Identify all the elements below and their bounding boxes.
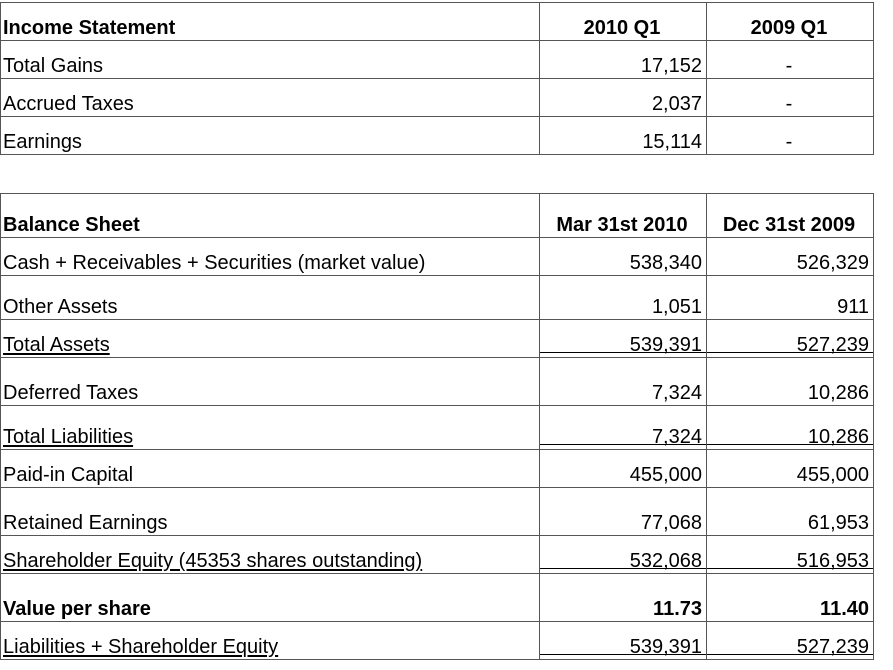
shareholder-equity-label: Shareholder Equity (45353 shares outstanding) — [3, 550, 423, 572]
row-value-2009q1: - — [707, 117, 874, 155]
income-statement-table — [0, 2, 874, 155]
income-statement-title: Income Statement — [1, 3, 540, 41]
column-header: 2009 Q1 — [707, 3, 874, 41]
row-value-mar2010: 538,340 — [540, 238, 707, 276]
row-value-mar2010: 539,391 — [540, 320, 707, 358]
table-row — [1, 79, 874, 117]
row-value-mar2010: 77,068 — [540, 488, 707, 536]
column-header: Mar 31st 2010 — [540, 194, 707, 238]
row-label — [1, 536, 540, 574]
row-value-dec2009: 526,329 — [707, 238, 874, 276]
row-value-2010q1: 2,037 — [540, 79, 707, 117]
row-value-2009q1: - — [707, 79, 874, 117]
table-row — [1, 574, 874, 622]
table-row-total — [1, 536, 874, 574]
row-value-dec2009: 527,239 — [707, 622, 874, 660]
row-value-mar2010: 7,324 — [540, 406, 707, 450]
row-value-mar2010: 532,068 — [540, 536, 707, 574]
row-label: Total Gains — [1, 41, 540, 79]
total-assets-label: Total Assets — [3, 334, 110, 356]
row-value-dec2009: 11.40 — [707, 574, 874, 622]
row-label: Earnings — [1, 117, 540, 155]
row-value-dec2009: 911 — [707, 276, 874, 320]
row-value-dec2009: 10,286 — [707, 406, 874, 450]
row-label: Deferred Taxes — [1, 358, 540, 406]
row-value-mar2010: 11.73 — [540, 574, 707, 622]
row-label — [1, 406, 540, 450]
table-row-total — [1, 320, 874, 358]
table-row — [1, 488, 874, 536]
table-header-row — [1, 194, 874, 238]
row-label: Cash + Receivables + Securities (market value) — [1, 238, 540, 276]
liabilities-equity-label: Liabilities + Shareholder Equity — [3, 636, 279, 658]
row-label: Other Assets — [1, 276, 540, 320]
balance-sheet-title: Balance Sheet — [1, 194, 540, 238]
table-row — [1, 238, 874, 276]
row-value-2010q1: 17,152 — [540, 41, 707, 79]
row-label — [1, 320, 540, 358]
row-value-2010q1: 15,114 — [540, 117, 707, 155]
table-row-total — [1, 622, 874, 660]
table-header-row — [1, 3, 874, 41]
table-row — [1, 358, 874, 406]
row-label — [1, 622, 540, 660]
row-value-2009q1: - — [707, 41, 874, 79]
row-label: Paid-in Capital — [1, 450, 540, 488]
row-label: Accrued Taxes — [1, 79, 540, 117]
row-value-mar2010: 1,051 — [540, 276, 707, 320]
row-value-mar2010: 455,000 — [540, 450, 707, 488]
row-value-dec2009: 455,000 — [707, 450, 874, 488]
row-value-dec2009: 516,953 — [707, 536, 874, 574]
row-value-mar2010: 539,391 — [540, 622, 707, 660]
row-label: Retained Earnings — [1, 488, 540, 536]
column-header: 2010 Q1 — [540, 3, 707, 41]
table-row — [1, 276, 874, 320]
row-value-dec2009: 10,286 — [707, 358, 874, 406]
row-value-mar2010: 7,324 — [540, 358, 707, 406]
table-row-total — [1, 406, 874, 450]
table-row — [1, 450, 874, 488]
table-row — [1, 41, 874, 79]
column-header: Dec 31st 2009 — [707, 194, 874, 238]
row-label: Value per share — [1, 574, 540, 622]
row-value-dec2009: 527,239 — [707, 320, 874, 358]
total-liabilities-label: Total Liabilities — [3, 426, 134, 448]
balance-sheet-table — [0, 193, 874, 660]
table-row — [1, 117, 874, 155]
row-value-dec2009: 61,953 — [707, 488, 874, 536]
